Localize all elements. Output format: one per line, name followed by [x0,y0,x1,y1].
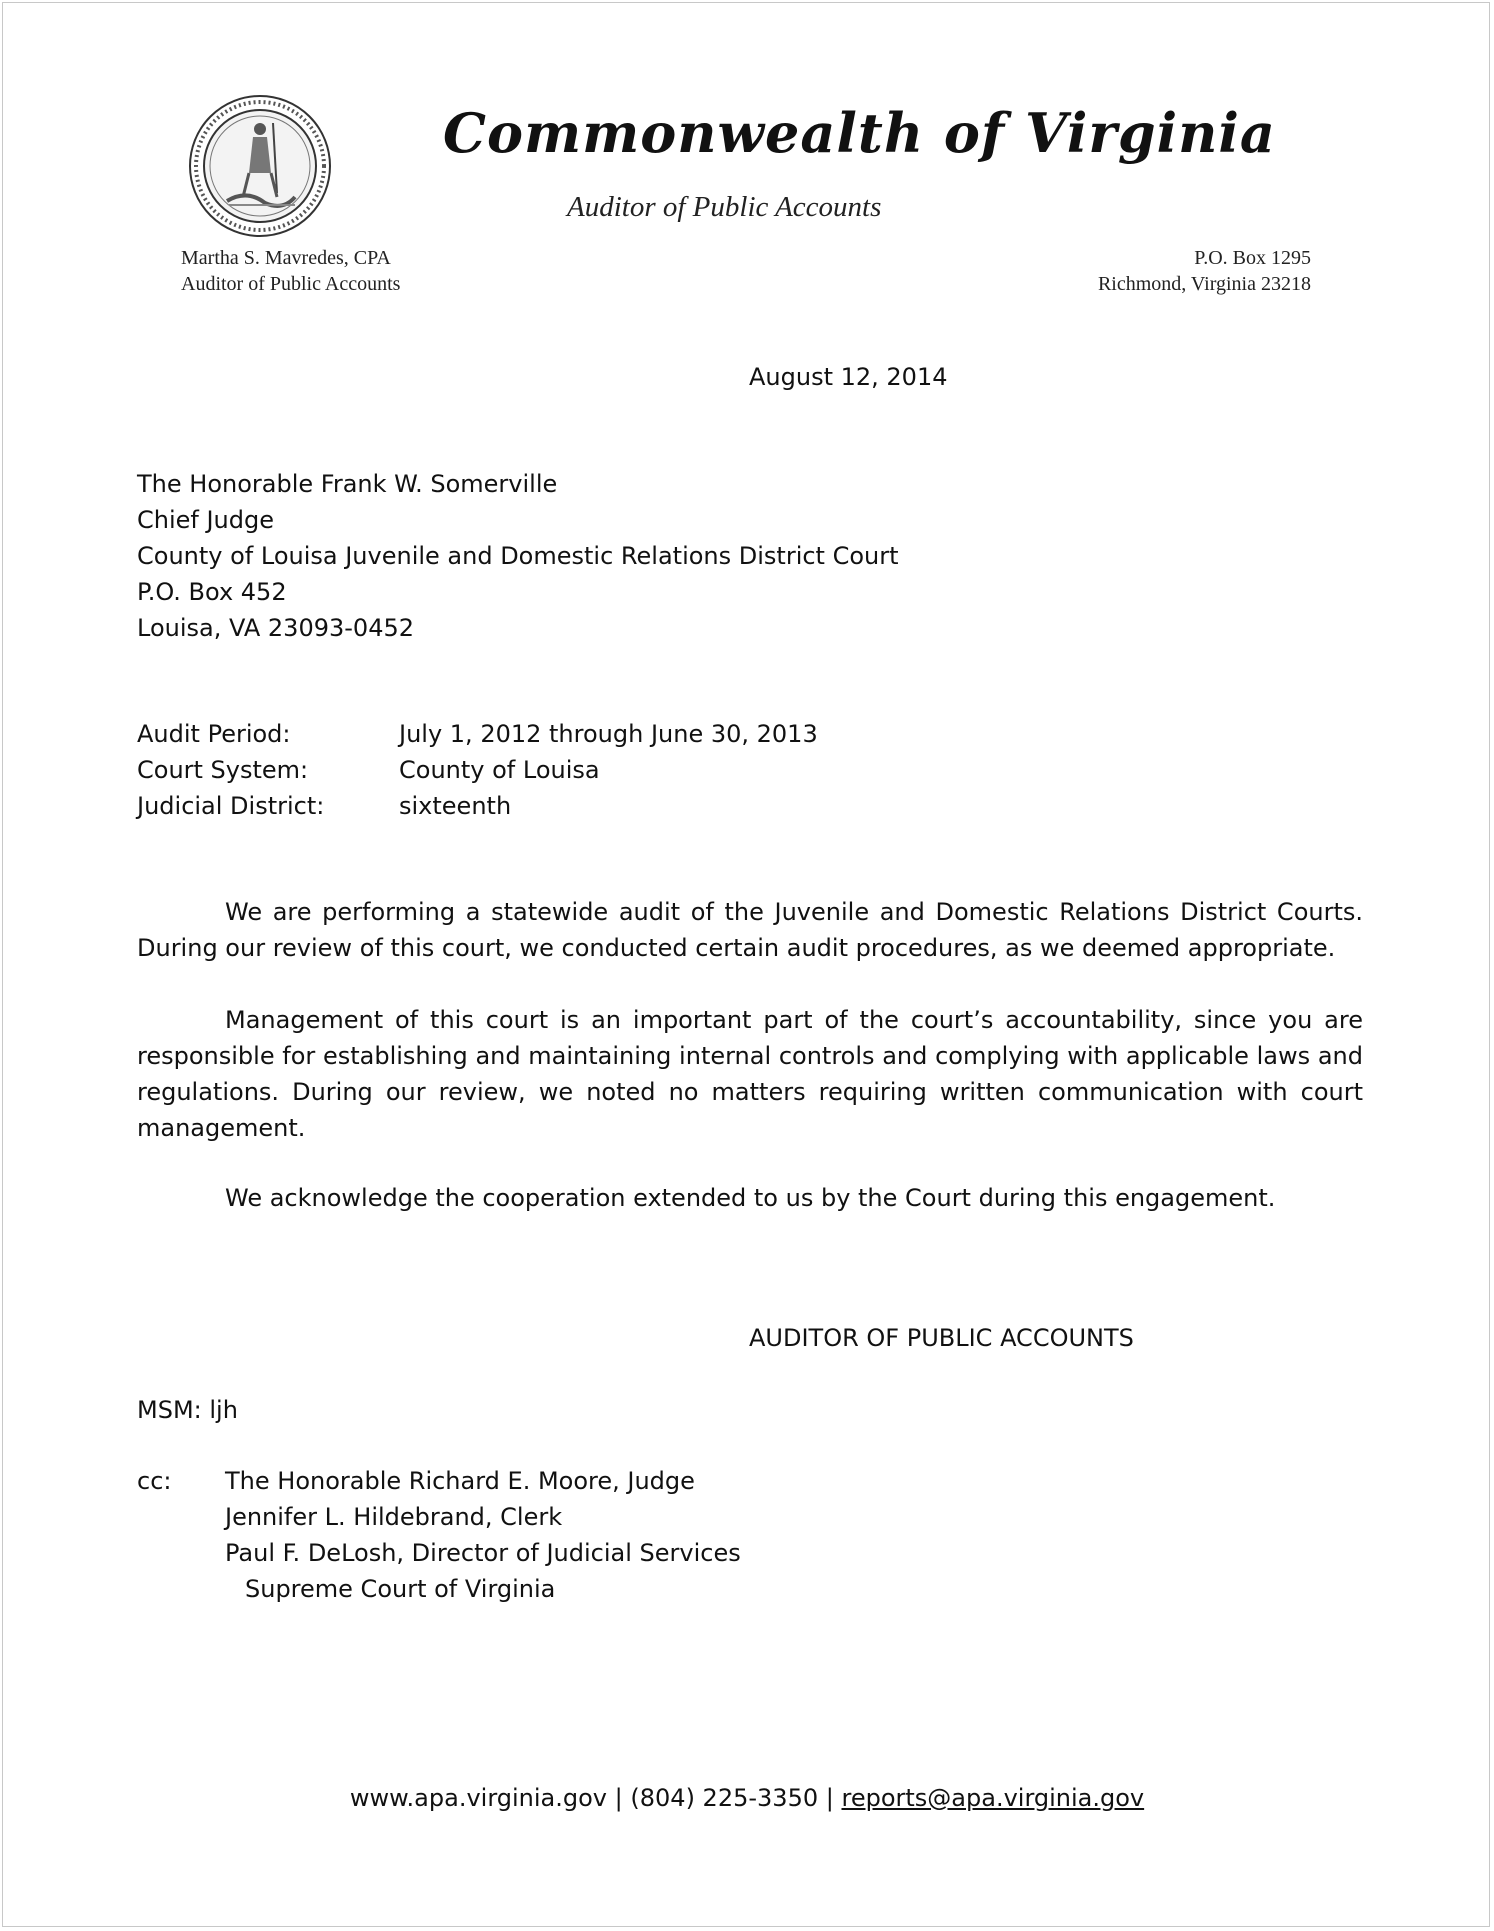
auditor-position: Auditor of Public Accounts [181,273,401,295]
cc-list [137,1463,741,1607]
audit-row [137,752,818,788]
footer [3,1780,1491,1816]
audit-label: Court System: [137,756,309,784]
footer-separator: | [614,1784,623,1812]
paragraph-text: Management of this court is an important part of the court’s accountability, since you are responsible for establishing and maintaining internal controls and complying with applicable laws and regulations. During our review, we noted no matters requiring written communication with court management. [137,1006,1363,1142]
footer-website-link[interactable]: www.apa.virginia.gov [349,1784,608,1812]
reference-initials: MSM: ljh [137,1396,238,1424]
cc-recipients [225,1463,741,1607]
audit-label: Judicial District: [137,792,325,820]
audit-row [137,788,818,824]
body-paragraph [137,1002,1363,1146]
footer-email-link[interactable]: reports@apa.virginia.gov [841,1784,1145,1812]
audit-value: County of Louisa [399,756,600,784]
cc-label: cc: [137,1467,172,1495]
auditor-info [181,245,400,297]
letterhead-subtitle: Auditor of Public Accounts [567,191,882,223]
audit-value: July 1, 2012 through June 30, 2013 [399,720,818,748]
footer-phone: (804) 225-3350 [630,1784,819,1812]
recipient-line: Louisa, VA 23093-0452 [137,614,414,642]
footer-separator: | [825,1784,834,1812]
office-po-box: P.O. Box 1295 [1194,247,1311,269]
audit-label: Audit Period: [137,720,291,748]
letter-date: August 12, 2014 [749,363,948,391]
recipient-line: Chief Judge [137,506,275,534]
paragraph-text: We are performing a statewide audit of the Juvenile and Domestic Relations District Courts. During our review of this court, we conducted certain audit procedures, as we deemed appropriate. [137,898,1363,962]
audit-info [137,716,818,824]
cc-recipient: Supreme Court of Virginia [245,1575,556,1603]
cc-recipient: Jennifer L. Hildebrand, Clerk [225,1503,563,1531]
recipient-line: The Honorable Frank W. Somerville [137,470,558,498]
cc-recipient: The Honorable Richard E. Moore, Judge [225,1467,695,1495]
cc-recipient: Paul F. DeLosh, Director of Judicial Services [225,1539,741,1567]
virginia-seal-icon [187,93,333,239]
recipient-line: P.O. Box 452 [137,578,287,606]
signature-block: AUDITOR OF PUBLIC ACCOUNTS [749,1324,1134,1352]
paragraph-text: We acknowledge the cooperation extended to us by the Court during this engagement. [225,1184,1276,1212]
office-city: Richmond, Virginia 23218 [1097,273,1311,295]
recipient-line: County of Louisa Juvenile and Domestic Relations District Court [137,542,899,570]
letterhead-title: Commonwealth of Virginia [443,101,1276,165]
body-paragraph [137,1180,1363,1216]
body-paragraph [137,894,1363,966]
audit-value: sixteenth [399,792,512,820]
recipient-address [137,466,899,646]
auditor-name: Martha S. Mavredes, CPA [181,247,391,269]
audit-row [137,716,818,752]
office-address [1098,245,1311,297]
letter-page [2,2,1490,1927]
